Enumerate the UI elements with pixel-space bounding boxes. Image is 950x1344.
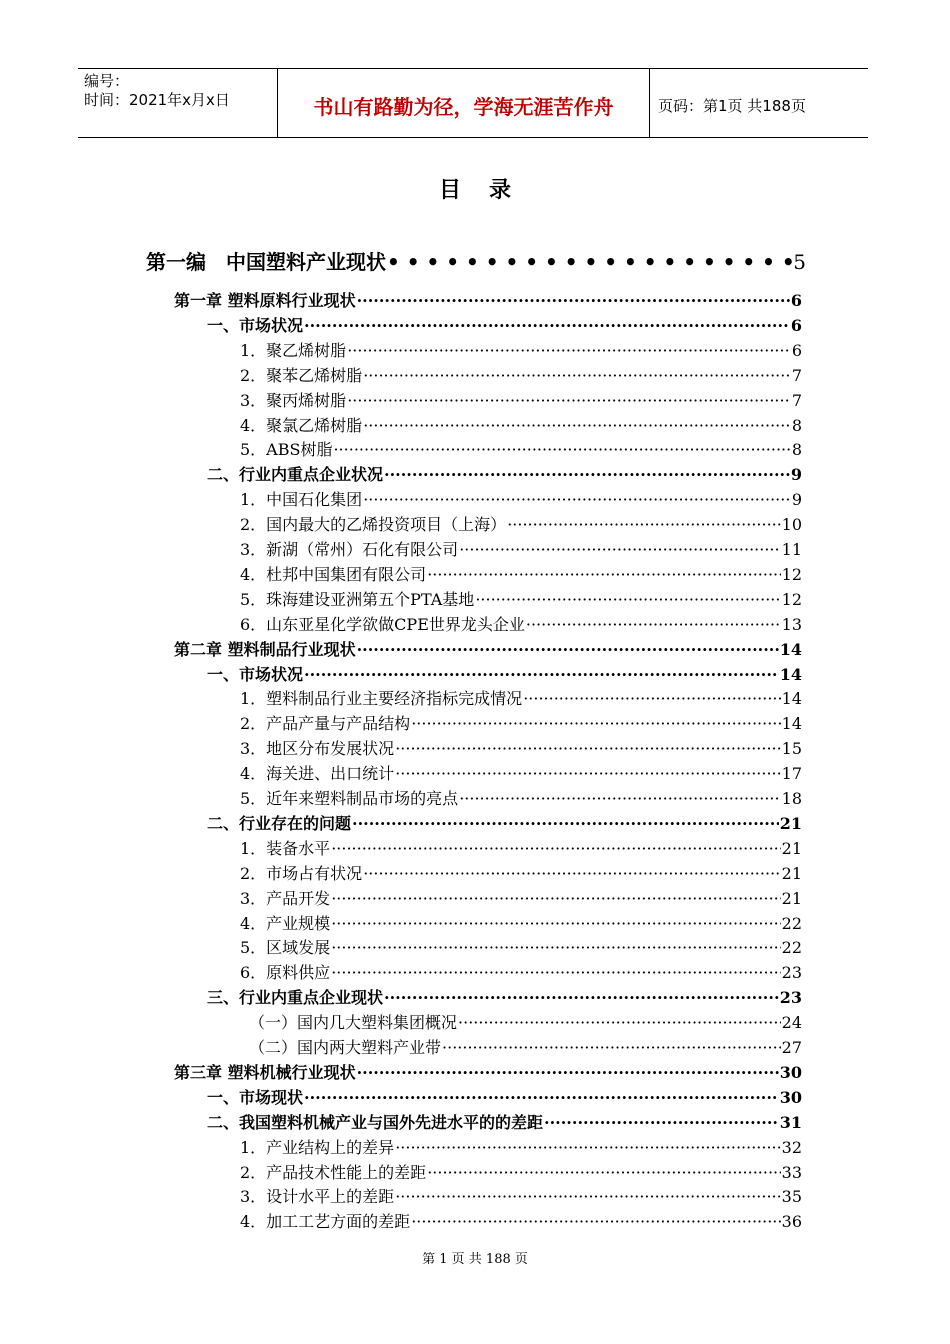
header-motto: 书山有路勤为径，学海无涯苦作舟 (278, 69, 650, 137)
toc-entry-page: 12 (781, 564, 802, 584)
toc-leader-dots (395, 764, 780, 783)
toc-entry-title: 1．中国石化集团 (240, 490, 363, 510)
toc-entry-page: 8 (791, 415, 802, 435)
toc-leader-dots (331, 889, 780, 908)
toc-entry[interactable] (240, 537, 802, 560)
toc-leader-dots (544, 1113, 779, 1132)
toc-entry-title: 2．市场占有状况 (240, 863, 363, 883)
toc-entry-page: 32 (781, 1137, 802, 1157)
toc-entry[interactable] (240, 437, 802, 460)
toc-entry[interactable] (240, 338, 802, 361)
toc-entry-title: 5．区域发展 (240, 938, 331, 958)
toc-leader-dots (427, 565, 780, 584)
toc-leader-dots (363, 864, 780, 883)
toc-entry[interactable] (174, 637, 802, 660)
toc-entry-page: 35 (781, 1187, 802, 1207)
toc-entry-page: 21 (781, 838, 802, 858)
toc-entry-title: 5．近年来塑料制品市场的亮点 (240, 789, 459, 808)
toc-entry[interactable] (240, 935, 802, 958)
toc-entry-page: 18 (781, 789, 802, 808)
toc-entry-page: 22 (781, 938, 802, 958)
toc-entry-title: （二）国内两大塑料产业带 (249, 1038, 442, 1057)
toc-entry-title: 5．ABS树脂 (240, 440, 333, 460)
toc-entry-title: 3．新湖（常州）石化有限公司 (240, 540, 459, 559)
toc-entry-title: 5．珠海建设亚洲第五个PTA基地 (240, 589, 475, 609)
toc-leader-dots (387, 250, 792, 274)
toc-entry-page: 7 (791, 365, 802, 385)
toc-entry[interactable] (240, 413, 802, 436)
toc-entry[interactable] (240, 1160, 802, 1183)
toc-entry-title: 二、行业存在的问题 (207, 813, 352, 833)
toc-entry-title: 2．国内最大的乙烯投资项目（上海） (240, 515, 507, 535)
toc-entry[interactable] (207, 662, 802, 685)
toc-entry-page: 24 (781, 1013, 802, 1033)
toc-leader-dots (363, 366, 791, 385)
toc-leader-dots (384, 988, 779, 1007)
toc-entry[interactable] (174, 1060, 802, 1083)
toc-entry-page: 9 (790, 465, 802, 485)
toc-leader-dots (411, 714, 780, 733)
toc-entry-title: 2．产品技术性能上的差距 (240, 1162, 427, 1182)
toc-entry-page: 17 (781, 764, 802, 784)
toc-entry[interactable] (240, 487, 802, 510)
toc-entry-title: 2．产品产量与产品结构 (240, 714, 411, 734)
toc-entry-title: 1．塑料制品行业主要经济指标完成情况 (240, 689, 523, 709)
toc-leader-dots (507, 515, 780, 534)
toc-entry-title: 3．地区分布发展状况 (240, 739, 395, 759)
toc-entry-title: （一）国内几大塑料集团概况 (249, 1013, 458, 1033)
toc-entry[interactable] (249, 1010, 802, 1033)
toc-entry[interactable] (240, 836, 802, 859)
toc-entry[interactable] (240, 363, 802, 386)
toc-leader-dots (395, 739, 780, 758)
toc-entry-title: 3．产品开发 (240, 888, 331, 908)
toc-entry-title: 一、市场状况 (207, 315, 304, 335)
toc-leader-dots (331, 938, 780, 957)
toc-entry-title: 4．产业规模 (240, 913, 331, 933)
toc-leader-dots (442, 1038, 781, 1057)
toc-entry[interactable] (249, 1035, 802, 1058)
toc-entry-title: 3．聚丙烯树脂 (240, 390, 347, 410)
toc-leader-dots (347, 341, 791, 360)
toc-entry-title: 第一章 塑料原料行业现状 (174, 291, 356, 310)
toc-entry-page: 33 (781, 1162, 802, 1182)
toc-entry-page: 22 (781, 913, 802, 933)
toc-entry[interactable] (240, 960, 802, 983)
toc-entry-page: 30 (779, 1087, 802, 1107)
toc-entry[interactable] (240, 1209, 802, 1232)
toc-entry-page: 27 (781, 1038, 802, 1057)
toc-entry-page: 13 (781, 614, 802, 634)
toc-entry[interactable] (146, 246, 806, 275)
toc-entry[interactable] (240, 886, 802, 909)
toc-leader-dots (331, 914, 780, 933)
toc-entry[interactable] (240, 562, 802, 585)
toc-entry-page: 21 (781, 863, 802, 883)
toc-leader-dots (459, 540, 780, 559)
toc-entry-title: 4．加工工艺方面的差距 (240, 1212, 411, 1232)
toc-entry[interactable] (240, 512, 802, 535)
toc-entry[interactable] (240, 711, 802, 734)
toc-leader-dots (347, 391, 791, 410)
toc-entry-title: 3．设计水平上的差距 (240, 1187, 395, 1207)
toc-leader-dots (475, 590, 780, 609)
toc-entry-page: 6 (791, 340, 802, 360)
toc-leader-dots (395, 1138, 780, 1157)
toc-entry[interactable] (207, 1110, 802, 1133)
toc-entry[interactable] (240, 736, 802, 759)
toc-entry-page: 10 (781, 515, 802, 535)
header-meta (78, 69, 278, 137)
header-page-info: 页码：第1页 共188页 (658, 96, 806, 115)
toc-leader-dots (363, 490, 791, 509)
toc-entry[interactable] (240, 911, 802, 934)
toc-entry[interactable] (240, 761, 802, 784)
toc-entry-page: 31 (779, 1112, 802, 1132)
toc-entry-page: 8 (791, 440, 802, 460)
toc-leader-dots (357, 640, 779, 659)
toc-entry[interactable] (240, 612, 802, 635)
toc-entry-page: 36 (781, 1212, 802, 1232)
toc-leader-dots (411, 1212, 780, 1231)
toc-entry-page: 14 (781, 714, 802, 734)
toc-entry[interactable] (240, 786, 802, 809)
toc-entry[interactable] (207, 811, 802, 834)
toc-entry[interactable] (207, 462, 802, 485)
toc-entry-page: 12 (781, 589, 802, 609)
toc-entry-title: 6．原料供应 (240, 963, 331, 983)
toc-entry-page: 14 (779, 664, 802, 684)
toc-entry-title: 第一编 中国塑料产业现状 (146, 250, 386, 274)
toc-entry-page: 7 (791, 390, 802, 410)
page-footer: 第 1 页 共 188 页 (422, 1252, 528, 1267)
toc-entry-page: 23 (781, 963, 802, 983)
toc-entry-page: 11 (781, 540, 802, 559)
toc-entry[interactable] (207, 985, 802, 1008)
toc-entry-page: 5 (793, 250, 806, 274)
toc-entry-title: 4．杜邦中国集团有限公司 (240, 564, 427, 584)
toc-entry[interactable] (240, 861, 802, 884)
toc-entry[interactable] (207, 1085, 802, 1108)
toc-entry-title: 一、市场状况 (207, 664, 304, 684)
toc-entry-title: 1．装备水平 (240, 838, 331, 858)
toc-leader-dots (304, 665, 779, 684)
toc-entry-page: 6 (790, 291, 802, 310)
toc-entry[interactable] (240, 1135, 802, 1158)
toc-entry[interactable] (240, 388, 802, 411)
toc-entry-title: 2．聚苯乙烯树脂 (240, 365, 363, 385)
toc-entry-title: 第三章 塑料机械行业现状 (174, 1062, 356, 1082)
toc-leader-dots (395, 1187, 780, 1206)
toc-leader-dots (427, 1163, 780, 1182)
toc-entry-page: 30 (779, 1062, 802, 1082)
toc-entry[interactable] (240, 686, 802, 709)
toc-leader-dots (357, 291, 790, 310)
toc-entry-title: 1．聚乙烯树脂 (240, 340, 347, 360)
toc-leader-dots (363, 416, 791, 435)
toc-leader-dots (331, 963, 780, 982)
toc-entry-title: 一、市场现状 (207, 1087, 304, 1107)
document-time: 时间：2021年x月x日 (84, 91, 230, 109)
toc-leader-dots (384, 465, 790, 484)
toc-entry-page: 6 (790, 315, 802, 335)
toc-entry-title: 二、我国塑料机械产业与国外先进水平的的差距 (207, 1112, 544, 1132)
toc-entry-page: 14 (781, 689, 802, 709)
toc-entry-page: 15 (781, 739, 802, 759)
toc-leader-dots (331, 839, 780, 858)
toc-entry[interactable] (240, 1184, 802, 1207)
toc-leader-dots (333, 440, 790, 459)
toc-entry-page: 21 (779, 813, 802, 833)
toc-entry[interactable] (207, 313, 802, 336)
toc-entry-page: 9 (791, 490, 802, 510)
toc-entry-title: 三、行业内重点企业现状 (207, 988, 384, 1008)
toc-entry-title: 1．产业结构上的差异 (240, 1137, 395, 1157)
toc-entry-title: 4．海关进、出口统计 (240, 764, 395, 784)
toc-entry-page: 23 (779, 988, 802, 1008)
toc-leader-dots (304, 1088, 779, 1107)
toc-entry-title: 4．聚氯乙烯树脂 (240, 415, 363, 435)
toc-entry-page: 14 (779, 639, 802, 659)
toc-entry-page: 21 (781, 888, 802, 908)
toc-title: 目录 (438, 178, 539, 203)
toc-leader-dots (304, 316, 790, 335)
toc-entry[interactable] (240, 587, 802, 610)
toc-leader-dots (526, 615, 781, 634)
page-header (78, 68, 868, 138)
toc-entry[interactable] (174, 288, 802, 311)
toc-entry-title: 第二章 塑料制品行业现状 (174, 639, 356, 659)
toc-leader-dots (352, 814, 779, 833)
toc-leader-dots (523, 689, 780, 708)
toc-entry-title: 6．山东亚星化学欲做CPE世界龙头企业 (240, 614, 525, 634)
document-number-label: 编号： (84, 72, 130, 90)
toc-leader-dots (357, 1063, 779, 1082)
toc-leader-dots (459, 789, 780, 808)
toc-entry-title: 二、行业内重点企业状况 (207, 465, 384, 485)
toc-leader-dots (458, 1013, 781, 1032)
